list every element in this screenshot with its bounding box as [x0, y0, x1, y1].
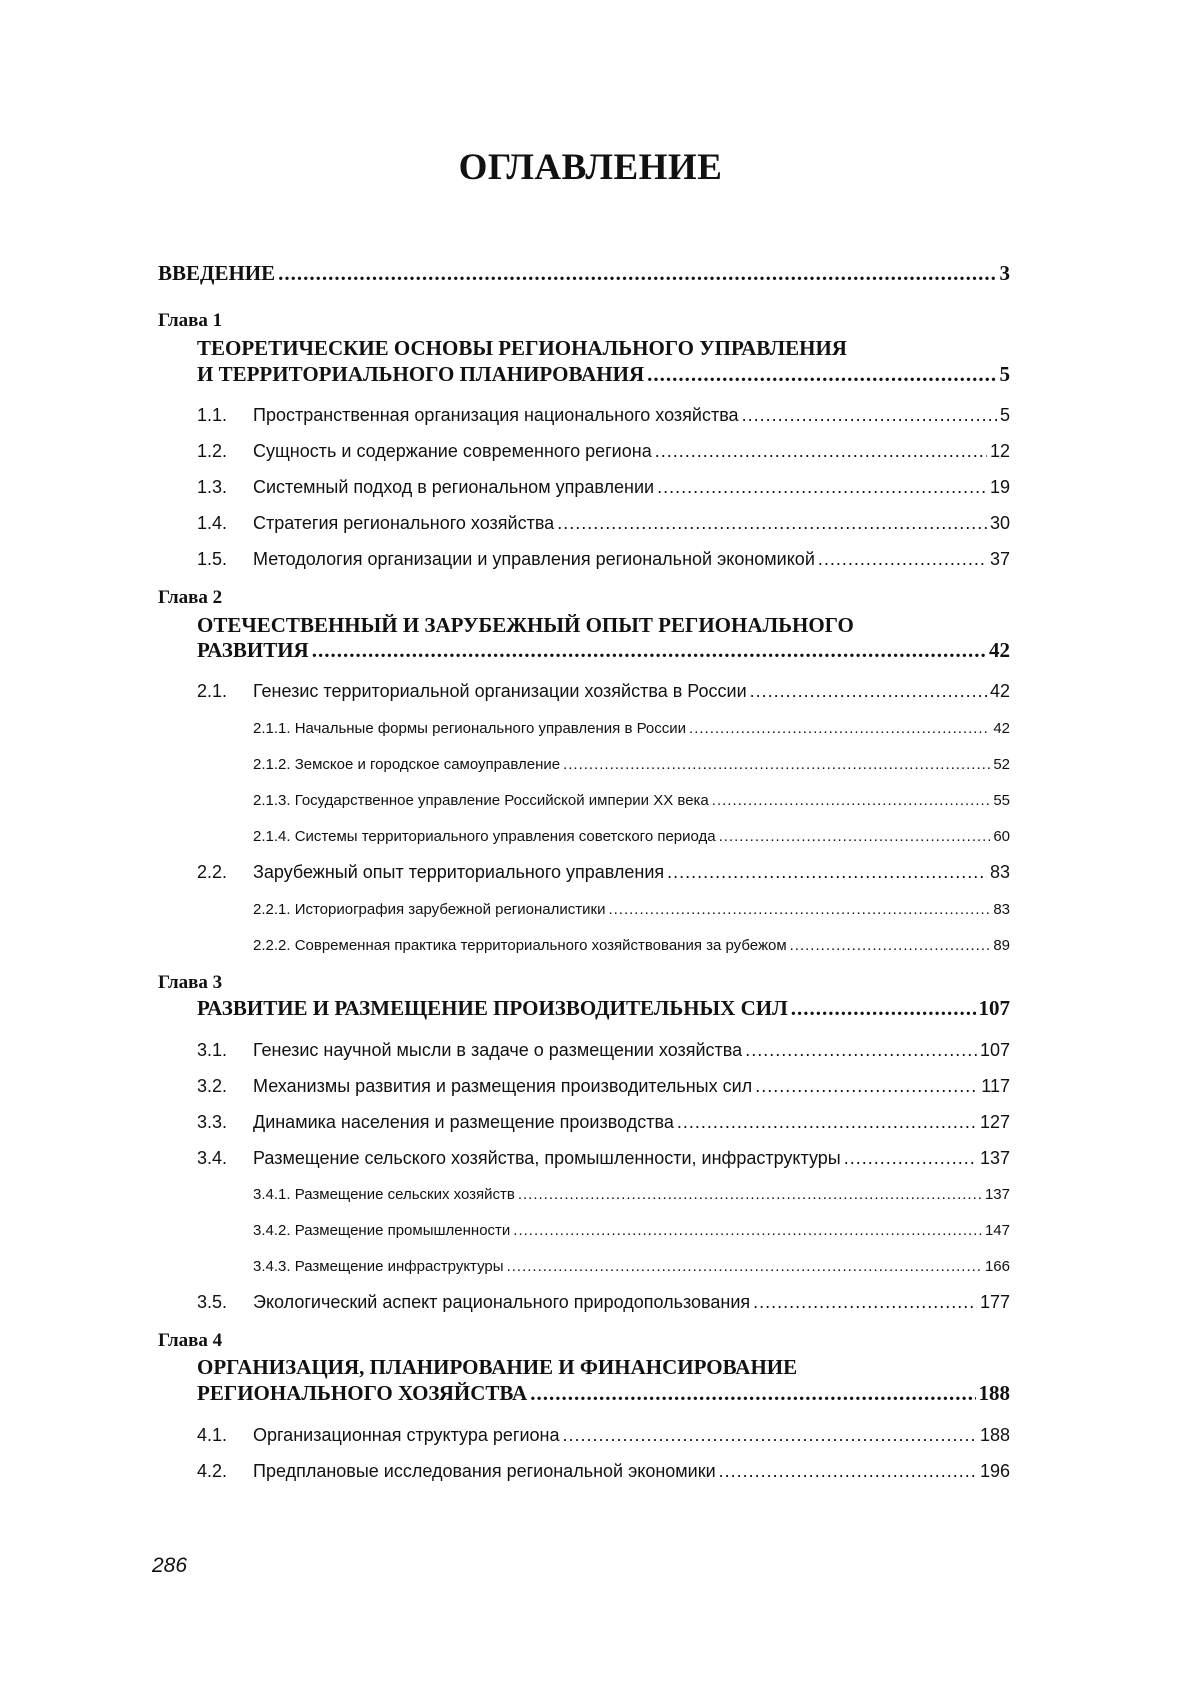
entry-text: Механизмы развития и размещения производительных сил	[253, 1076, 753, 1096]
chapter-title-line2: РАЗВИТИЯ	[197, 638, 309, 662]
entry-text: Методология организации и управления региональной экономикой	[253, 549, 815, 569]
toc-entry	[197, 1112, 1010, 1133]
toc-subentry	[253, 937, 1010, 954]
toc-entry	[197, 1040, 1010, 1061]
entry-page: 30	[989, 513, 1010, 533]
toc-subentry	[253, 1258, 1010, 1275]
subentry-text: 2.1.1. Начальные формы регионального управления в России	[253, 720, 687, 737]
entry-page: 12	[989, 441, 1010, 461]
leader-dots	[677, 1112, 977, 1133]
chapter-title-row	[197, 362, 1010, 387]
leader-dots	[712, 792, 991, 809]
entry-page: 89	[993, 937, 1010, 954]
entry-page: 37	[989, 549, 1010, 569]
toc-intro-page: 3	[999, 261, 1010, 285]
entry-text: Пространственная организация национального хозяйства	[253, 405, 739, 425]
chapter-page: 42	[989, 638, 1010, 662]
leader-dots	[657, 477, 987, 498]
entry-page: 107	[979, 1040, 1010, 1060]
entry-page: 196	[979, 1461, 1010, 1481]
entry-text: Динамика населения и размещение производства	[253, 1112, 674, 1132]
leader-dots	[719, 828, 991, 845]
leader-dots	[753, 1292, 977, 1313]
entry-page: 177	[979, 1292, 1010, 1312]
toc-entry	[197, 441, 1010, 462]
entry-text: Зарубежный опыт территориального управления	[253, 862, 665, 882]
entry-text: Генезис научной мысли в задаче о размещении хозяйства	[253, 1040, 743, 1060]
leader-dots	[755, 1076, 978, 1097]
entry-page: 137	[984, 1186, 1010, 1203]
entry-page: 188	[979, 1425, 1010, 1445]
entry-page: 166	[984, 1258, 1010, 1275]
leader-dots	[312, 638, 986, 663]
toc-entry	[197, 1076, 1010, 1097]
entry-text: Сущность и содержание современного региона	[253, 441, 652, 461]
toc-subentry	[253, 901, 1010, 918]
toc-entry	[197, 405, 1010, 426]
chapter-title-line2: РАЗВИТИЕ И РАЗМЕЩЕНИЕ ПРОИЗВОДИТЕЛЬНЫХ СИЛ	[197, 996, 788, 1020]
leader-dots	[655, 441, 987, 462]
leader-dots	[818, 549, 987, 570]
toc-entry	[197, 1292, 1010, 1313]
leader-dots	[278, 261, 996, 286]
leader-dots	[518, 1186, 982, 1203]
subentry-text: 2.2.2. Современная практика территориального хозяйствования за рубежом	[253, 937, 787, 954]
chapter-title-line2: И ТЕРРИТОРИАЛЬНОГО ПЛАНИРОВАНИЯ	[197, 362, 645, 386]
subentry-text: 3.4.1. Размещение сельских хозяйств	[253, 1186, 515, 1203]
leader-dots	[745, 1040, 977, 1061]
entry-page: 5	[999, 405, 1010, 425]
entry-page: 147	[984, 1222, 1010, 1239]
chapter-page: 5	[999, 362, 1010, 386]
toc-intro	[158, 261, 1010, 286]
entry-number: 1.3.	[197, 477, 228, 497]
toc-intro-label: ВВЕДЕНИЕ	[158, 261, 276, 285]
chapter-title-row	[197, 996, 1010, 1021]
leader-dots	[507, 1258, 982, 1275]
entry-number: 3.3.	[197, 1112, 228, 1132]
toc-subentry	[253, 828, 1010, 845]
entry-text: Организационная структура региона	[253, 1425, 560, 1445]
leader-dots	[513, 1222, 982, 1239]
leader-dots	[608, 901, 990, 918]
chapter-page: 107	[978, 996, 1010, 1020]
leader-dots	[689, 720, 990, 737]
leader-dots	[667, 862, 987, 883]
entry-page: 52	[993, 756, 1010, 773]
leader-dots	[742, 405, 997, 426]
subentry-text: 3.4.3. Размещение инфраструктуры	[253, 1258, 504, 1275]
entry-number: 4.2.	[197, 1461, 228, 1481]
chapter-label: Глава 3	[158, 972, 223, 993]
entry-number: 3.2.	[197, 1076, 228, 1096]
entry-number: 3.1.	[197, 1040, 228, 1060]
leader-dots	[750, 681, 987, 702]
entry-page: 83	[989, 862, 1010, 882]
leader-dots	[647, 362, 996, 387]
entry-page: 19	[989, 477, 1010, 497]
chapter-title-row	[197, 638, 1010, 663]
page-title: ОГЛАВЛЕНИЕ	[458, 147, 723, 188]
subentry-text: 2.1.4. Системы территориального управления советского периода	[253, 828, 716, 845]
leader-dots	[719, 1461, 977, 1482]
leader-dots	[790, 937, 991, 954]
toc-subentry	[253, 792, 1010, 809]
leader-dots	[791, 996, 976, 1021]
chapter-title-line1: ТЕОРЕТИЧЕСКИЕ ОСНОВЫ РЕГИОНАЛЬНОГО УПРАВЛЕНИЯ	[197, 336, 847, 360]
leader-dots	[530, 1381, 975, 1406]
entry-text: Размещение сельского хозяйства, промышленности, инфраструктуры	[253, 1148, 841, 1168]
chapter-title-line1: ОРГАНИЗАЦИЯ, ПЛАНИРОВАНИЕ И ФИНАНСИРОВАНИЕ	[197, 1355, 798, 1379]
chapter-label: Глава 2	[158, 587, 223, 608]
toc-entry	[197, 862, 1010, 883]
entry-number: 4.1.	[197, 1425, 228, 1445]
toc-entry	[197, 549, 1010, 570]
leader-dots	[844, 1148, 977, 1169]
toc-entry	[197, 477, 1010, 498]
toc-subentry	[253, 1222, 1010, 1239]
leader-dots	[557, 513, 987, 534]
entry-number: 1.1.	[197, 405, 228, 425]
subentry-text: 3.4.2. Размещение промышленности	[253, 1222, 511, 1239]
entry-text: Генезис территориальной организации хозяйства в России	[253, 681, 747, 701]
entry-page: 60	[993, 828, 1010, 845]
subentry-text: 2.1.3. Государственное управление Российской империи XX века	[253, 792, 709, 809]
toc-entry	[197, 1148, 1010, 1169]
toc-entry	[197, 681, 1010, 702]
entry-text: Предплановые исследования региональной экономики	[253, 1461, 716, 1481]
toc-subentry	[253, 720, 1010, 737]
toc-entry	[197, 513, 1010, 534]
chapter-title-row	[197, 1381, 1010, 1406]
page-number: 286	[152, 1554, 188, 1577]
toc-entry	[197, 1461, 1010, 1482]
entry-page: 117	[981, 1076, 1010, 1096]
entry-number: 3.5.	[197, 1292, 228, 1312]
entry-page: 42	[989, 681, 1010, 701]
leader-dots	[563, 756, 990, 773]
entry-page: 137	[979, 1148, 1010, 1168]
chapter-title-line1: ОТЕЧЕСТВЕННЫЙ И ЗАРУБЕЖНЫЙ ОПЫТ РЕГИОНАЛЬНОГО	[197, 613, 854, 637]
entry-text: Экологический аспект рационального природопользования	[253, 1292, 751, 1312]
entry-page: 55	[993, 792, 1010, 809]
entry-number: 3.4.	[197, 1148, 228, 1168]
entry-page: 42	[993, 720, 1010, 737]
chapter-page: 188	[978, 1381, 1010, 1405]
chapter-label: Глава 4	[158, 1330, 223, 1351]
toc-subentry	[253, 1186, 1010, 1203]
leader-dots	[562, 1425, 976, 1446]
entry-number: 1.5.	[197, 549, 228, 569]
entry-page: 83	[993, 901, 1010, 918]
subentry-text: 2.1.2. Земское и городское самоуправление	[253, 756, 561, 773]
subentry-text: 2.2.1. Историография зарубежной регионалистики	[253, 901, 606, 918]
toc-entry	[197, 1425, 1010, 1446]
entry-number: 2.2.	[197, 862, 228, 882]
toc-subentry	[253, 756, 1010, 773]
entry-number: 1.4.	[197, 513, 228, 533]
entry-number: 2.1.	[197, 681, 228, 701]
entry-number: 1.2.	[197, 441, 228, 461]
entry-text: Стратегия регионального хозяйства	[253, 513, 555, 533]
chapter-label: Глава 1	[158, 310, 223, 331]
entry-text: Системный подход в региональном управлении	[253, 477, 655, 497]
entry-page: 127	[979, 1112, 1010, 1132]
chapter-title-line2: РЕГИОНАЛЬНОГО ХОЗЯЙСТВА	[197, 1381, 528, 1405]
